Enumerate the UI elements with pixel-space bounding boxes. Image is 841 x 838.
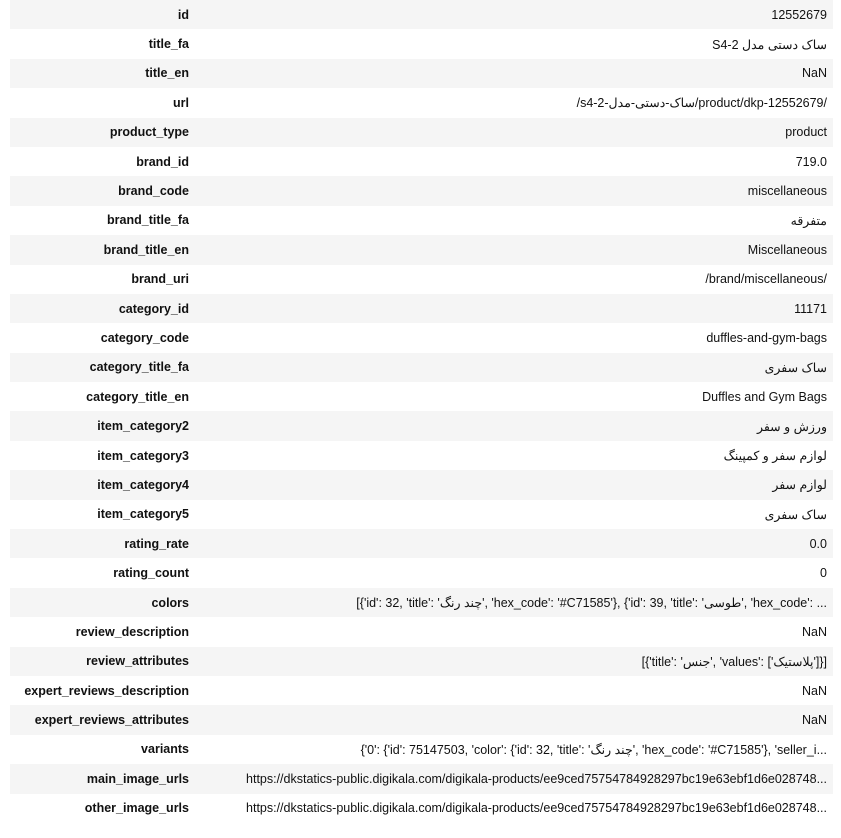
field-value-cell: [189, 411, 833, 440]
table-row-item-category5: [10, 500, 833, 529]
table-row-review-attributes: [10, 647, 833, 676]
field-value: miscellaneous: [747, 184, 827, 199]
field-value-cell: [189, 705, 833, 734]
field-value-cell: [189, 676, 833, 705]
table-row-brand-title-fa: [10, 206, 833, 235]
field-label: main_image_urls: [86, 771, 189, 786]
table-row-category-id: [10, 294, 833, 323]
field-value-cell: [189, 441, 833, 470]
table-row-item-category3: [10, 441, 833, 470]
field-value-cell: [189, 59, 833, 88]
field-label: other_image_urls: [84, 801, 189, 816]
field-value-cell: [189, 617, 833, 646]
field-label: brand_title_fa: [107, 213, 189, 228]
field-label: brand_id: [136, 154, 189, 169]
field-label: variants: [141, 742, 189, 757]
field-label: category_title_en: [86, 389, 189, 404]
field-value-cell: [189, 647, 833, 676]
field-label: brand_uri: [131, 272, 189, 287]
table-row-item-category4: [10, 470, 833, 499]
field-label: category_code: [100, 330, 189, 345]
field-value-cell: [189, 764, 833, 793]
table-row-title-fa: [10, 29, 833, 58]
record-table: [10, 0, 833, 823]
field-value: Duffles and Gym Bags: [702, 389, 827, 404]
field-label: title_en: [145, 66, 189, 81]
field-value-cell: [189, 0, 833, 29]
field-value: NaN: [801, 624, 827, 639]
field-value: Miscellaneous: [747, 242, 827, 257]
field-value-cell: [189, 323, 833, 352]
field-label: rating_rate: [124, 536, 189, 551]
field-value-cell: [189, 118, 833, 147]
field-label: category_id: [118, 301, 189, 316]
table-row-expert-reviews-description: [10, 676, 833, 705]
field-value: لوازم سفر: [772, 478, 827, 493]
field-value: 0.0: [809, 536, 827, 551]
field-value-cell: [189, 558, 833, 587]
table-row-brand-code: [10, 176, 833, 205]
field-value-cell: [189, 206, 833, 235]
field-value: NaN: [801, 683, 827, 698]
field-value-cell: [189, 235, 833, 264]
field-value-cell: [189, 176, 833, 205]
field-value: NaN: [801, 66, 827, 81]
field-value: https://dkstatics-public.digikala.com/digikala-products/ee9ced75754784928297bc19e63ebf1d6e028748...: [246, 801, 827, 816]
field-value-cell: [189, 529, 833, 558]
table-row-brand-title-en: [10, 235, 833, 264]
field-value-cell: [189, 294, 833, 323]
field-value: ساک سفری: [764, 360, 827, 375]
field-label: item_category3: [97, 448, 189, 463]
field-value-cell: [189, 265, 833, 294]
field-value: متفرقه: [790, 213, 827, 228]
field-value-cell: [189, 382, 833, 411]
table-row-category-code: [10, 323, 833, 352]
field-value: 11171: [794, 301, 827, 316]
field-label: rating_count: [113, 566, 189, 581]
field-label: url: [173, 95, 189, 110]
field-value-cell: [189, 500, 833, 529]
table-row-brand-id: [10, 147, 833, 176]
field-value-cell: [189, 88, 833, 117]
field-value: duffles-and-gym-bags: [706, 330, 827, 345]
table-row-brand-uri: [10, 265, 833, 294]
field-value: لوازم سفر و کمپینگ: [723, 449, 827, 464]
field-value: NaN: [801, 713, 827, 728]
field-label: colors: [151, 595, 189, 610]
field-value-cell: [189, 353, 833, 382]
field-value-cell: [189, 147, 833, 176]
field-value-cell: [189, 470, 833, 499]
field-value: 0: [820, 566, 827, 581]
table-row-other-image-urls: [10, 794, 833, 823]
field-value: [{'title': 'جنس', 'values': ['پلاستیک']}]: [641, 654, 827, 669]
field-label: item_category4: [97, 477, 189, 492]
table-row-review-description: [10, 617, 833, 646]
field-value-cell: [189, 794, 833, 823]
field-label: category_title_fa: [89, 360, 189, 375]
field-label: title_fa: [148, 37, 189, 52]
field-value: 719.0: [795, 154, 827, 169]
field-label: brand_code: [118, 184, 189, 199]
table-row-rating-count: [10, 558, 833, 587]
table-row-item-category2: [10, 411, 833, 440]
field-value: product: [785, 125, 827, 140]
field-value: [{'id': 32, 'title': 'چند رنگ', 'hex_code': '#C71585'}, {'id': 39, 'title': 'طوسی', 'hex_code': ...: [356, 596, 827, 610]
field-value: ورزش و سفر: [756, 419, 827, 434]
field-value: 12552679: [771, 7, 827, 22]
field-value: /brand/miscellaneous/: [705, 272, 827, 287]
field-label: expert_reviews_attributes: [34, 713, 189, 728]
field-label: review_attributes: [86, 654, 189, 669]
field-value: ساک دستی مدل S4-2: [712, 37, 827, 52]
table-row-rating-rate: [10, 529, 833, 558]
field-value: https://dkstatics-public.digikala.com/digikala-products/ee9ced75754784928297bc19e63ebf1d6e028748...: [246, 771, 827, 786]
field-label: product_type: [109, 125, 189, 140]
table-row-variants: [10, 735, 833, 764]
field-value: /product/dkp-12552679/ساک-دستی-مدل-s4-2/: [576, 96, 827, 111]
field-label: id: [177, 7, 189, 22]
table-row-product-type: [10, 118, 833, 147]
field-value-cell: [189, 735, 833, 764]
table-row-main-image-urls: [10, 764, 833, 793]
field-value-cell: [189, 588, 833, 617]
field-label: review_description: [75, 624, 189, 639]
table-row-id: [10, 0, 833, 29]
field-label: item_category5: [97, 507, 189, 522]
field-label: item_category2: [97, 419, 189, 434]
table-row-expert-reviews-attributes: [10, 705, 833, 734]
table-row-colors: [10, 588, 833, 617]
table-row-category-title-fa: [10, 353, 833, 382]
field-value: ساک سفری: [764, 507, 827, 522]
record-table-body: [10, 0, 833, 823]
table-row-category-title-en: [10, 382, 833, 411]
field-label: expert_reviews_description: [24, 683, 189, 698]
table-row-title-en: [10, 59, 833, 88]
field-value: {'0': {'id': 75147503, 'color': {'id': 32, 'title': 'چند رنگ', 'hex_code': '#C71585'}, 'seller_i...: [360, 742, 827, 757]
field-label: brand_title_en: [103, 242, 189, 257]
table-row-url: [10, 88, 833, 117]
field-value-cell: [189, 29, 833, 58]
